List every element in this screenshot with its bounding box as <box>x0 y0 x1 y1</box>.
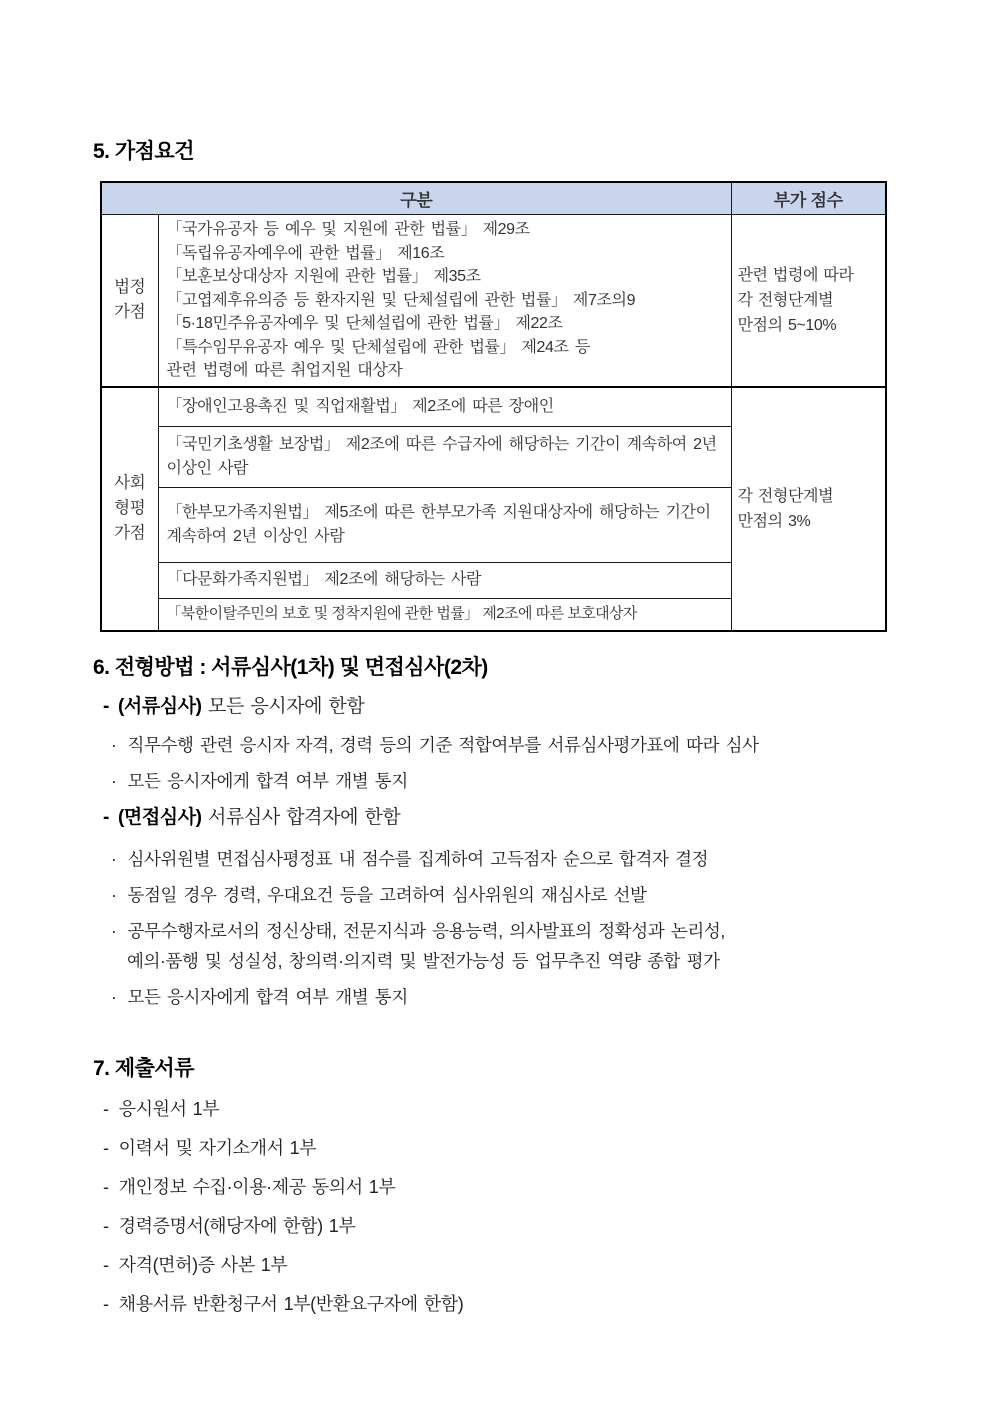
score-line: 각 전형단계별 <box>737 487 834 505</box>
label-line: 법정 <box>114 278 146 297</box>
bullet-text: 공무수행자로서의 정신상태, 전문지식과 응용능력, 의사발표의 정확성과 논리성, <box>127 920 725 941</box>
law-item: 「특수임무유공자 예우 및 단체설립에 관한 법률」 제24조 등 <box>166 338 590 356</box>
social-row-item: 「한부모가족지원법」 제5조에 따른 한부모가족 지원대상자에 해당하는 기간이 계속하여 2년 이상인 사람 <box>158 487 731 562</box>
social-equity-row <box>101 387 886 427</box>
social-equity-score <box>731 387 886 631</box>
section7-heading: 7. 제출서류 <box>93 1056 194 1080</box>
law-item: 「독립유공자예우에 관한 법률」 제16조 <box>166 244 445 262</box>
score-line: 관련 법령에 따라 <box>737 266 854 284</box>
bullet-item <box>111 769 932 793</box>
interview-label: (면접심사) <box>117 806 202 828</box>
legal-bonus-row <box>101 215 886 387</box>
social-row-item: 「다문화가족지원법」 제2조에 해당하는 사람 <box>158 562 731 598</box>
interview-text: 서류심사 합격자에 한함 <box>208 806 401 828</box>
header-category-cell: 구분 <box>101 182 731 215</box>
doc-review-line <box>103 694 932 720</box>
bullet-text: 예의·품행 및 성실성, 창의력·의지력 및 발전가능성 등 업무추진 역량 종합 평가 <box>127 950 720 971</box>
submission-text: 채용서류 반환청구서 1부(반환요구자에 한함) <box>118 1293 464 1314</box>
submission-list <box>103 1096 932 1317</box>
bullet-dot: · <box>111 734 117 755</box>
bullet-item <box>111 883 932 907</box>
submission-item <box>103 1252 932 1278</box>
label-line: 형평 <box>114 499 146 517</box>
legal-bonus-label <box>101 215 158 387</box>
law-item: 관련 법령에 따른 취업지원 대상자 <box>166 362 403 379</box>
label-line: 사회 <box>114 474 146 492</box>
doc-review-bullets <box>111 733 932 793</box>
social-row-item: 「국민기초생활 보장법」 제2조에 따른 수급자에 해당하는 기간이 계속하여 2년 이상인 사람 <box>158 426 731 487</box>
bonus-points-table <box>100 181 887 632</box>
section6-heading: 6. 전형방법 : 서류심사(1차) 및 면접심사(2차) <box>93 655 488 679</box>
bullet-dot: · <box>111 770 117 791</box>
dash: - <box>103 1137 109 1158</box>
bullet-continuation <box>111 949 932 973</box>
social-equity-label <box>101 387 158 631</box>
section6 <box>93 654 932 1009</box>
submission-item <box>103 1291 932 1317</box>
doc-review-label: (서류심사) <box>117 695 202 717</box>
legal-bonus-score <box>731 215 886 387</box>
law-item: 「고엽제후유의증 등 환자지원 및 단체설립에 관한 법률」 제7조의9 <box>166 291 636 309</box>
table-header-row <box>101 182 886 215</box>
bullet-dot: · <box>111 884 117 905</box>
header-score-cell: 부가 점수 <box>731 182 886 215</box>
interview-bullets <box>111 847 932 1009</box>
score-line: 만점의 3% <box>737 512 811 530</box>
score-line: 각 전형단계별 <box>737 291 834 309</box>
bullet-item <box>111 847 932 871</box>
bullet-text: 모든 응시자에게 합격 여부 개별 통지 <box>127 986 408 1007</box>
dash: - <box>103 1176 109 1197</box>
dash: - <box>103 1293 109 1314</box>
submission-text: 자격(면허)증 사본 1부 <box>118 1254 288 1275</box>
law-item: 「보훈보상대상자 지원에 관한 법률」 제35조 <box>166 268 481 285</box>
doc-review-text: 모든 응시자에 한함 <box>208 695 365 717</box>
dash: - <box>103 1215 109 1236</box>
submission-text: 개인정보 수집·이용·제공 동의서 1부 <box>118 1176 396 1197</box>
bullet-dot: · <box>111 986 117 1007</box>
submission-item <box>103 1135 932 1161</box>
bullet-text: 직무수행 관련 응시자 자격, 경력 등의 기준 적합여부를 서류심사평가표에 따라 심사 <box>127 734 759 755</box>
interview-line <box>103 805 932 831</box>
dash: - <box>103 1254 109 1275</box>
bullet-item <box>111 733 932 757</box>
dash: - <box>103 695 109 717</box>
score-line: 만점의 5~10% <box>737 316 837 334</box>
legal-bonus-content <box>158 215 731 387</box>
social-row-item: 「북한이탈주민의 보호 및 정착지원에 관한 법률」 제2조에 따른 보호대상자 <box>158 598 731 631</box>
bullet-dot: · <box>111 848 117 869</box>
submission-item <box>103 1213 932 1239</box>
bullet-item <box>111 985 932 1009</box>
dash: - <box>103 1098 109 1119</box>
label-line: 가점 <box>114 524 146 542</box>
bullet-dot: · <box>111 920 117 941</box>
bullet-item <box>111 919 932 943</box>
section7 <box>93 1055 932 1317</box>
submission-text: 경력증명서(해당자에 한함) 1부 <box>118 1215 356 1236</box>
bullet-text: 모든 응시자에게 합격 여부 개별 통지 <box>127 770 408 791</box>
submission-text: 응시원서 1부 <box>118 1098 220 1119</box>
social-row-item: 「장애인고용촉진 및 직업재활법」 제2조에 따른 장애인 <box>158 387 731 427</box>
bullet-text: 심사위원별 면접심사평정표 내 점수를 집계하여 고득점자 순으로 합격자 결정 <box>127 848 709 869</box>
law-item: 「5·18민주유공자예우 및 단체설립에 관한 법률」 제22조 <box>166 315 563 332</box>
submission-text: 이력서 및 자기소개서 1부 <box>118 1137 317 1158</box>
section5-heading: 5. 가점요건 <box>93 140 194 163</box>
dash: - <box>103 806 109 828</box>
bullet-text: 동점일 경우 경력, 우대요건 등을 고려하여 심사위원의 재심사로 선발 <box>127 884 647 905</box>
label-line: 가점 <box>114 303 146 322</box>
submission-item <box>103 1096 932 1122</box>
submission-item <box>103 1174 932 1200</box>
law-item: 「국가유공자 등 예우 및 지원에 관한 법률」 제29조 <box>166 221 530 238</box>
